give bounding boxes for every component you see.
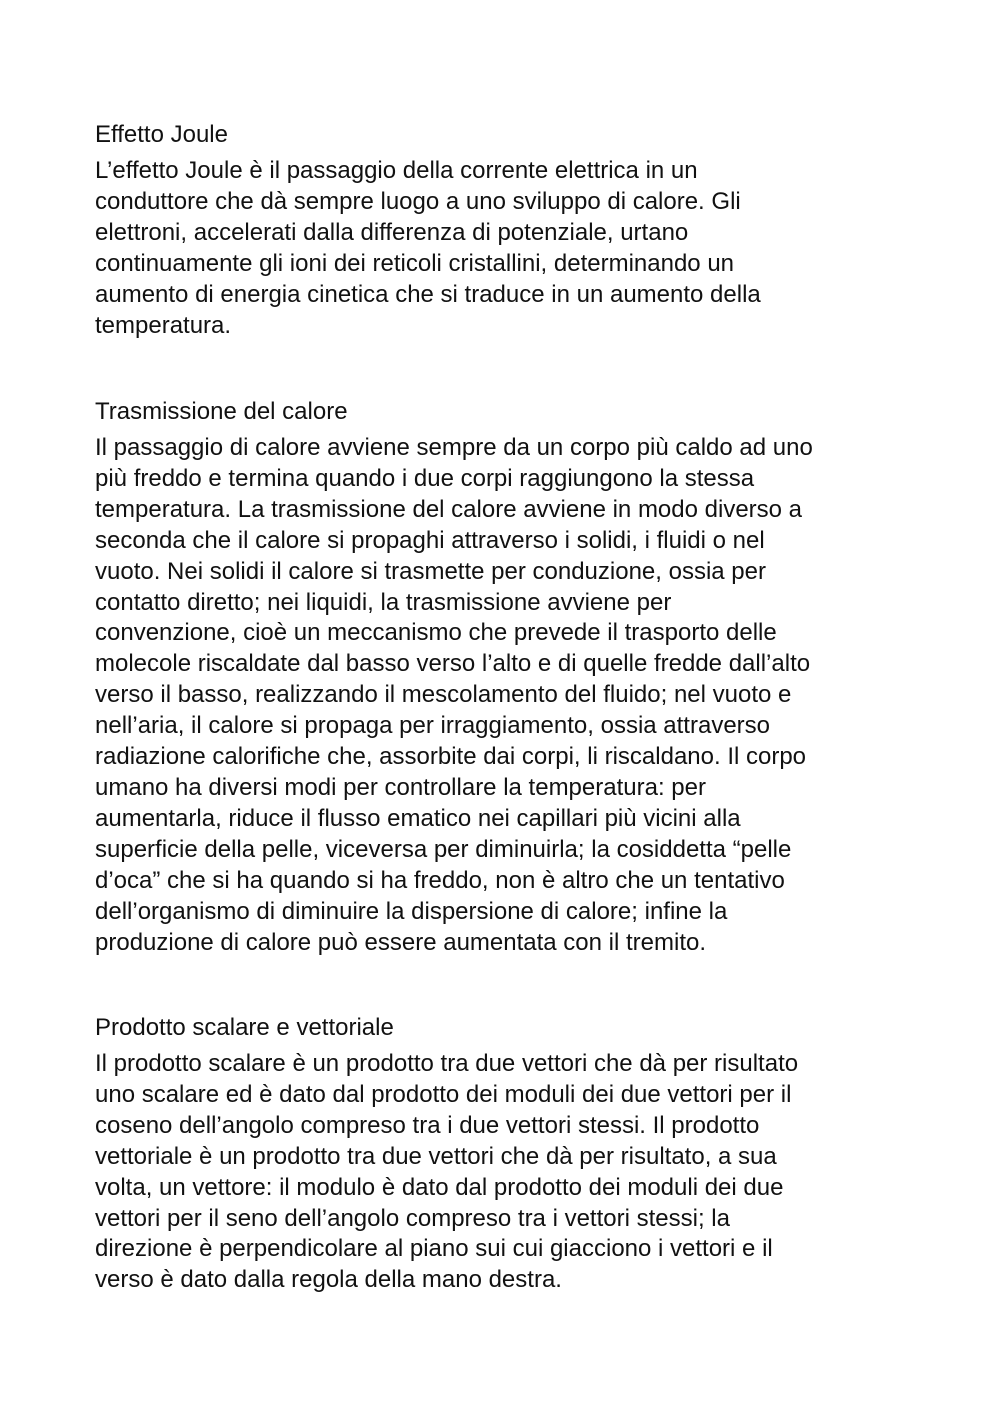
section-body: [95, 156, 910, 341]
body-line: vuoto. Nei solidi il calore si trasmette per conduzione, ossia per: [95, 557, 766, 585]
body-line: seconda che il calore si propaghi attraverso i solidi, i fluidi o nel: [95, 526, 765, 554]
body-line: Il prodotto scalare è un prodotto tra due vettori che dà per risultato: [95, 1050, 799, 1077]
body-line: direzione è perpendicolare al piano sui cui giacciono i vettori e il: [95, 1235, 773, 1263]
body-line: contatto diretto; nei liquidi, la trasmissione avviene per: [95, 588, 672, 616]
body-line: nell’aria, il calore si propaga per irraggiamento, ossia attraverso: [95, 712, 770, 740]
body-line: L’effetto Joule è il passaggio della corrente elettrica in un: [95, 157, 698, 184]
body-line: convenzione, cioè un meccanismo che prevede il trasporto delle: [95, 619, 777, 647]
body-line: umano ha diversi modi per controllare la temperatura: per: [95, 773, 706, 801]
body-line: verso è dato dalla regola della mano destra.: [95, 1266, 562, 1294]
body-line: più freddo e termina quando i due corpi raggiungono la stessa: [95, 464, 755, 492]
body-line: dell’organismo di diminuire la dispersione di calore; infine la: [95, 897, 728, 925]
body-line: radiazione calorifiche che, assorbite dai corpi, li riscaldano. Il corpo: [95, 743, 807, 771]
section-prodotto-scalare-e-vettoriale: [95, 1013, 910, 1296]
body-line: vettoriale è un prodotto tra due vettori che dà per risultato, a sua: [95, 1142, 777, 1170]
body-line: Il passaggio di calore avviene sempre da un corpo più caldo ad uno: [95, 434, 813, 461]
body-line: continuamente gli ioni dei reticoli cristallini, determinando un: [95, 249, 735, 277]
body-line: conduttore che dà sempre luogo a uno sviluppo di calore. Gli: [95, 187, 741, 215]
body-line: verso il basso, realizzando il mescolamento del fluido; nel vuoto e: [95, 681, 792, 709]
body-line: molecole riscaldate dal basso verso l’alto e di quelle fredde dall’alto: [95, 650, 811, 678]
body-line: temperatura. La trasmissione del calore avviene in modo diverso a: [95, 495, 803, 523]
section-trasmissione-del-calore: [95, 397, 910, 958]
section-effetto-joule: [95, 120, 910, 341]
body-line: superficie della pelle, viceversa per diminuirla; la cosiddetta “pelle: [95, 835, 792, 863]
body-line: vettori per il seno dell’angolo compreso tra i vettori stessi; la: [95, 1204, 730, 1232]
body-line: aumentarla, riduce il flusso ematico nei capillari più vicini alla: [95, 804, 741, 832]
body-line: aumento di energia cinetica che si traduce in un aumento della: [95, 280, 761, 308]
body-line: temperatura.: [95, 311, 232, 339]
body-line: volta, un vettore: il modulo è dato dal prodotto dei moduli dei due: [95, 1173, 784, 1201]
section-heading: Trasmissione del calore: [95, 398, 348, 425]
body-line: uno scalare ed è dato dal prodotto dei moduli dei due vettori per il: [95, 1080, 792, 1108]
section-body: [95, 433, 910, 958]
section-body: [95, 1049, 910, 1296]
body-line: coseno dell’angolo compreso tra i due vettori stessi. Il prodotto: [95, 1111, 760, 1139]
section-heading: Effetto Joule: [95, 121, 228, 148]
body-line: produzione di calore può essere aumentata con il tremito.: [95, 928, 707, 956]
section-heading: Prodotto scalare e vettoriale: [95, 1014, 394, 1041]
body-line: elettroni, accelerati dalla differenza di potenziale, urtano: [95, 218, 689, 246]
body-line: d’oca” che si ha quando si ha freddo, non è altro che un tentativo: [95, 866, 785, 894]
